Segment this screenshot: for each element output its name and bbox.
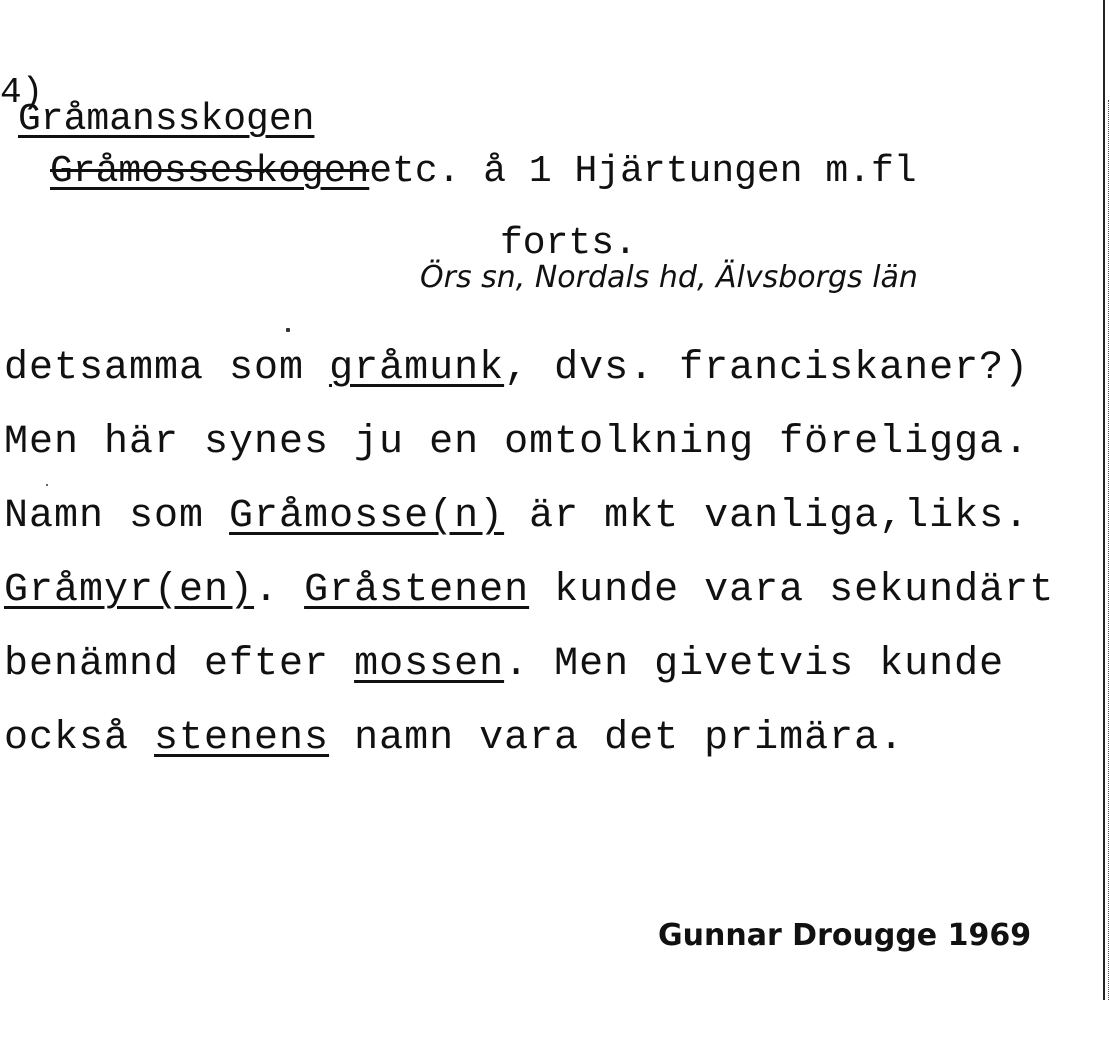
body-text-segment: detsamma som [4,346,330,391]
body-line [4,494,1029,539]
body-line [4,642,1004,687]
underlined-term: mossen [354,642,505,687]
body-text-segment: kunde vara sekundärt [529,568,1055,613]
ink-speck [286,328,290,332]
body-text-segment: . Men givetvis kunde [504,642,1005,687]
continuation-mark: forts. [500,222,637,265]
underlined-term: Gråmosse(n) [229,494,505,539]
body-text-segment: är mkt vanliga,liks. [504,494,1030,539]
card-edge-line [1103,0,1105,1000]
underlined-term: gråmunk [329,346,505,391]
underlined-term: Gråstenen [304,568,530,613]
ink-speck [46,484,48,486]
location-stamp: Örs sn, Nordals hd, Älvsborgs län [420,260,918,295]
card-title: Gråmansskogen [18,98,315,141]
body-text-segment: också [4,716,155,761]
body-text-segment: namn vara det primära. [329,716,905,761]
body-text-segment: Men här synes ju en omtolkning föreligga. [4,420,1030,465]
body-text-segment: . [254,568,305,613]
body-text-segment: , dvs. franciskaner?) [504,346,1030,391]
body-line [4,420,1029,465]
body-text-segment: Namn som [4,494,230,539]
card-number: 4) [0,72,44,113]
struck-name: Gråmosseskogen [50,150,370,193]
body-text-segment: benämnd efter [4,642,355,687]
underlined-term: stenens [154,716,330,761]
body-line [4,568,1054,613]
body-line [4,346,1029,391]
body-line [4,716,904,761]
title-suffix: etc. å 1 Hjärtungen m.fl [369,150,917,193]
title-line [50,150,917,193]
underlined-term: Gråmyr(en) [4,568,255,613]
signature: Gunnar Drougge 1969 [658,918,1032,953]
